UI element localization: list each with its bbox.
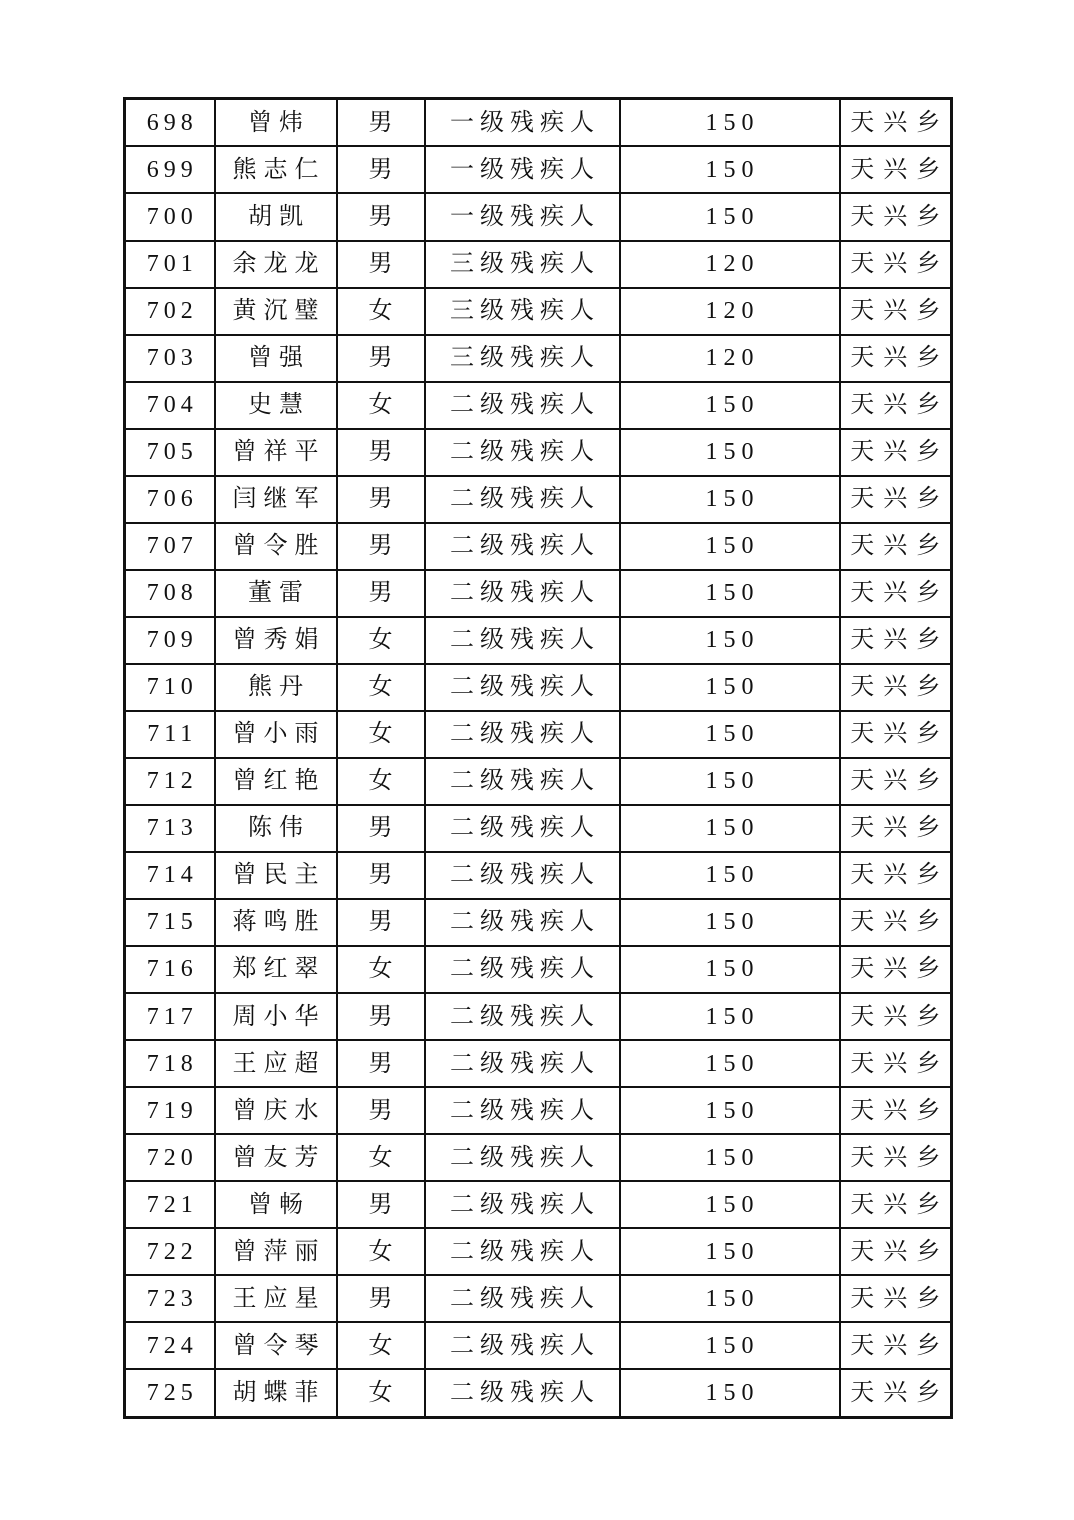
disability-category-cell: 二级残疾人 [425,1228,620,1275]
township-cell: 天兴乡 [840,476,952,523]
serial-number-cell: 710 [125,664,215,711]
gender-cell: 男 [337,899,425,946]
person-name-cell: 董雷 [215,570,337,617]
serial-number-cell: 723 [125,1275,215,1322]
amount-cell: 120 [620,288,840,335]
table-row [125,99,952,147]
table-row [125,1275,952,1322]
person-name-cell: 曾令胜 [215,523,337,570]
person-name-cell: 周小华 [215,993,337,1040]
disability-category-cell: 二级残疾人 [425,711,620,758]
serial-number-cell: 711 [125,711,215,758]
table-row [125,146,952,193]
township-cell: 天兴乡 [840,711,952,758]
gender-cell: 男 [337,1040,425,1087]
person-name-cell: 蒋鸣胜 [215,899,337,946]
table-row [125,476,952,523]
serial-number-cell: 714 [125,852,215,899]
township-cell: 天兴乡 [840,758,952,805]
amount-cell: 150 [620,664,840,711]
gender-cell: 男 [337,805,425,852]
serial-number-cell: 698 [125,99,215,147]
disability-category-cell: 二级残疾人 [425,805,620,852]
township-cell: 天兴乡 [840,1040,952,1087]
table-row [125,335,952,382]
disability-category-cell: 二级残疾人 [425,946,620,993]
amount-cell: 150 [620,193,840,240]
township-cell: 天兴乡 [840,899,952,946]
township-cell: 天兴乡 [840,993,952,1040]
disability-category-cell: 二级残疾人 [425,429,620,476]
table-row [125,1040,952,1087]
gender-cell: 男 [337,146,425,193]
township-cell: 天兴乡 [840,146,952,193]
serial-number-cell: 705 [125,429,215,476]
person-name-cell: 王应星 [215,1275,337,1322]
person-name-cell: 曾小雨 [215,711,337,758]
township-cell: 天兴乡 [840,241,952,288]
disability-category-cell: 二级残疾人 [425,617,620,664]
serial-number-cell: 713 [125,805,215,852]
gender-cell: 女 [337,1322,425,1369]
gender-cell: 男 [337,99,425,147]
disability-category-cell: 二级残疾人 [425,570,620,617]
gender-cell: 女 [337,946,425,993]
gender-cell: 男 [337,429,425,476]
serial-number-cell: 707 [125,523,215,570]
amount-cell: 150 [620,476,840,523]
township-cell: 天兴乡 [840,1228,952,1275]
township-cell: 天兴乡 [840,617,952,664]
table-row [125,1181,952,1228]
disability-category-cell: 二级残疾人 [425,852,620,899]
township-cell: 天兴乡 [840,523,952,570]
person-name-cell: 史慧 [215,382,337,429]
disability-category-cell: 二级残疾人 [425,1040,620,1087]
table-row [125,570,952,617]
serial-number-cell: 720 [125,1134,215,1181]
serial-number-cell: 722 [125,1228,215,1275]
gender-cell: 女 [337,288,425,335]
table-row [125,899,952,946]
amount-cell: 150 [620,99,840,147]
amount-cell: 150 [620,1181,840,1228]
table-row [125,288,952,335]
gender-cell: 男 [337,476,425,523]
person-name-cell: 曾畅 [215,1181,337,1228]
gender-cell: 男 [337,1181,425,1228]
serial-number-cell: 708 [125,570,215,617]
subsidy-table-body [125,99,952,1418]
amount-cell: 150 [620,382,840,429]
person-name-cell: 曾炜 [215,99,337,147]
person-name-cell: 胡凯 [215,193,337,240]
township-cell: 天兴乡 [840,805,952,852]
table-row [125,1134,952,1181]
person-name-cell: 胡蝶菲 [215,1369,337,1417]
person-name-cell: 闫继军 [215,476,337,523]
person-name-cell: 王应超 [215,1040,337,1087]
table-row [125,758,952,805]
serial-number-cell: 709 [125,617,215,664]
table-row [125,617,952,664]
disability-category-cell: 二级残疾人 [425,1369,620,1417]
person-name-cell: 曾强 [215,335,337,382]
amount-cell: 150 [620,1134,840,1181]
township-cell: 天兴乡 [840,1087,952,1134]
serial-number-cell: 718 [125,1040,215,1087]
person-name-cell: 曾祥平 [215,429,337,476]
amount-cell: 150 [620,570,840,617]
serial-number-cell: 704 [125,382,215,429]
township-cell: 天兴乡 [840,664,952,711]
serial-number-cell: 716 [125,946,215,993]
table-row [125,193,952,240]
person-name-cell: 曾红艳 [215,758,337,805]
disability-category-cell: 一级残疾人 [425,193,620,240]
serial-number-cell: 706 [125,476,215,523]
serial-number-cell: 721 [125,1181,215,1228]
serial-number-cell: 702 [125,288,215,335]
gender-cell: 女 [337,382,425,429]
gender-cell: 男 [337,241,425,288]
gender-cell: 女 [337,711,425,758]
township-cell: 天兴乡 [840,99,952,147]
gender-cell: 男 [337,1275,425,1322]
amount-cell: 150 [620,1275,840,1322]
gender-cell: 男 [337,993,425,1040]
person-name-cell: 熊丹 [215,664,337,711]
township-cell: 天兴乡 [840,852,952,899]
disability-category-cell: 一级残疾人 [425,146,620,193]
amount-cell: 150 [620,1040,840,1087]
person-name-cell: 余龙龙 [215,241,337,288]
disability-category-cell: 三级残疾人 [425,335,620,382]
amount-cell: 150 [620,1369,840,1417]
township-cell: 天兴乡 [840,1369,952,1417]
disability-category-cell: 二级残疾人 [425,1134,620,1181]
disability-category-cell: 三级残疾人 [425,288,620,335]
table-row [125,1228,952,1275]
township-cell: 天兴乡 [840,1134,952,1181]
serial-number-cell: 703 [125,335,215,382]
gender-cell: 女 [337,1134,425,1181]
amount-cell: 150 [620,1228,840,1275]
gender-cell: 女 [337,617,425,664]
disability-category-cell: 三级残疾人 [425,241,620,288]
table-row [125,993,952,1040]
gender-cell: 男 [337,193,425,240]
disability-category-cell: 二级残疾人 [425,1087,620,1134]
township-cell: 天兴乡 [840,1322,952,1369]
table-row [125,946,952,993]
disability-category-cell: 二级残疾人 [425,1181,620,1228]
serial-number-cell: 700 [125,193,215,240]
serial-number-cell: 701 [125,241,215,288]
disability-category-cell: 一级残疾人 [425,99,620,147]
person-name-cell: 曾庆水 [215,1087,337,1134]
table-row [125,805,952,852]
table-row [125,382,952,429]
person-name-cell: 陈伟 [215,805,337,852]
serial-number-cell: 724 [125,1322,215,1369]
amount-cell: 150 [620,1087,840,1134]
amount-cell: 150 [620,993,840,1040]
serial-number-cell: 715 [125,899,215,946]
person-name-cell: 曾友芳 [215,1134,337,1181]
township-cell: 天兴乡 [840,193,952,240]
disability-category-cell: 二级残疾人 [425,664,620,711]
gender-cell: 男 [337,335,425,382]
amount-cell: 150 [620,146,840,193]
disability-category-cell: 二级残疾人 [425,899,620,946]
amount-cell: 150 [620,805,840,852]
township-cell: 天兴乡 [840,1181,952,1228]
township-cell: 天兴乡 [840,570,952,617]
table-row [125,1369,952,1417]
gender-cell: 男 [337,1087,425,1134]
serial-number-cell: 712 [125,758,215,805]
township-cell: 天兴乡 [840,946,952,993]
table-row [125,241,952,288]
disability-category-cell: 二级残疾人 [425,382,620,429]
gender-cell: 男 [337,523,425,570]
amount-cell: 150 [620,617,840,664]
gender-cell: 女 [337,664,425,711]
table-row [125,429,952,476]
person-name-cell: 曾民主 [215,852,337,899]
serial-number-cell: 699 [125,146,215,193]
person-name-cell: 曾萍丽 [215,1228,337,1275]
disability-category-cell: 二级残疾人 [425,758,620,805]
township-cell: 天兴乡 [840,1275,952,1322]
gender-cell: 男 [337,852,425,899]
serial-number-cell: 725 [125,1369,215,1417]
amount-cell: 150 [620,711,840,758]
amount-cell: 120 [620,241,840,288]
amount-cell: 150 [620,758,840,805]
person-name-cell: 郑红翠 [215,946,337,993]
amount-cell: 150 [620,946,840,993]
gender-cell: 女 [337,1369,425,1417]
township-cell: 天兴乡 [840,335,952,382]
gender-cell: 男 [337,570,425,617]
table-row [125,1087,952,1134]
person-name-cell: 黄沉璧 [215,288,337,335]
table-row [125,711,952,758]
gender-cell: 女 [337,758,425,805]
disability-category-cell: 二级残疾人 [425,523,620,570]
amount-cell: 150 [620,852,840,899]
amount-cell: 150 [620,1322,840,1369]
table-row [125,523,952,570]
disability-category-cell: 二级残疾人 [425,1275,620,1322]
disability-category-cell: 二级残疾人 [425,1322,620,1369]
amount-cell: 150 [620,899,840,946]
table-row [125,852,952,899]
gender-cell: 女 [337,1228,425,1275]
disability-category-cell: 二级残疾人 [425,476,620,523]
serial-number-cell: 719 [125,1087,215,1134]
table-row [125,664,952,711]
township-cell: 天兴乡 [840,429,952,476]
subsidy-roster-table [123,97,953,1419]
amount-cell: 150 [620,429,840,476]
serial-number-cell: 717 [125,993,215,1040]
table-row [125,1322,952,1369]
township-cell: 天兴乡 [840,288,952,335]
person-name-cell: 熊志仁 [215,146,337,193]
person-name-cell: 曾令琴 [215,1322,337,1369]
person-name-cell: 曾秀娟 [215,617,337,664]
amount-cell: 150 [620,523,840,570]
amount-cell: 120 [620,335,840,382]
disability-category-cell: 二级残疾人 [425,993,620,1040]
township-cell: 天兴乡 [840,382,952,429]
